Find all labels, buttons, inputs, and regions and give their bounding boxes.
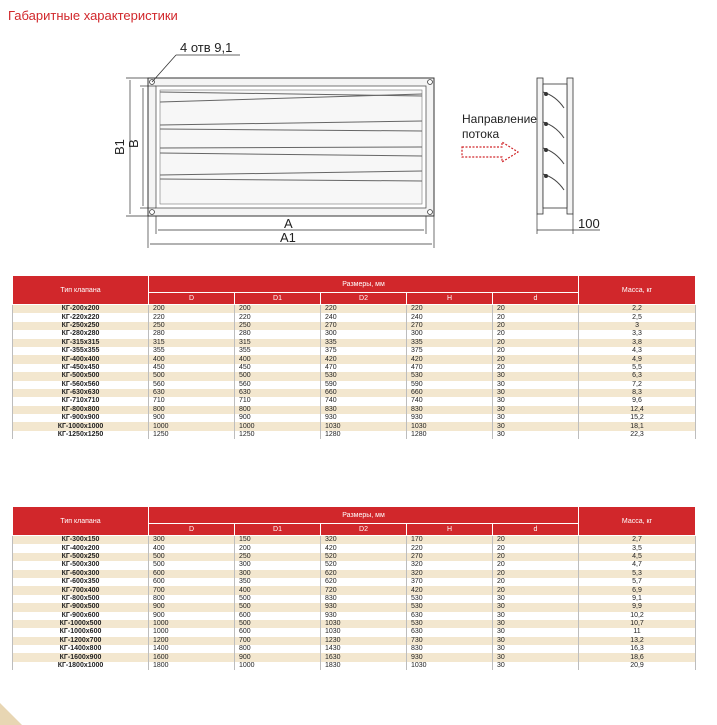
d2-cell: 720 — [321, 586, 407, 594]
d2-cell: 1430 — [321, 645, 407, 653]
table-row — [13, 570, 696, 578]
d1-cell: 300 — [235, 570, 321, 578]
h-cell: 420 — [407, 586, 493, 594]
d2-cell: 1830 — [321, 662, 407, 670]
d-cell: 900 — [149, 414, 235, 422]
table-row — [13, 637, 696, 645]
d1-cell: 200 — [235, 305, 321, 314]
table-row — [13, 578, 696, 586]
type-cell: КГ-700х400 — [13, 586, 149, 594]
h-cell: 740 — [407, 397, 493, 405]
mass-cell: 5,3 — [579, 570, 696, 578]
d2-cell: 320 — [321, 536, 407, 545]
h-cell: 370 — [407, 578, 493, 586]
d1-cell: 710 — [235, 397, 321, 405]
table-row — [13, 347, 696, 355]
table-row — [13, 406, 696, 414]
header-col-d2: D2 — [321, 524, 407, 536]
type-cell: КГ-500х300 — [13, 561, 149, 569]
mass-cell: 15,2 — [579, 414, 696, 422]
d2-cell: 1280 — [321, 431, 407, 439]
dimensions-table-square — [12, 275, 696, 439]
type-cell: КГ-600х300 — [13, 570, 149, 578]
d1-cell: 280 — [235, 330, 321, 338]
d2-cell: 420 — [321, 544, 407, 552]
d2-cell: 420 — [321, 355, 407, 363]
small-d-cell: 20 — [493, 578, 579, 586]
h-cell: 320 — [407, 561, 493, 569]
h-cell: 530 — [407, 620, 493, 628]
flow-arrow-icon — [462, 142, 518, 162]
d-cell: 1200 — [149, 637, 235, 645]
mass-cell: 10,7 — [579, 620, 696, 628]
d2-cell: 1030 — [321, 422, 407, 430]
type-cell: КГ-280х280 — [13, 330, 149, 338]
type-cell: КГ-900х500 — [13, 603, 149, 611]
header-mass: Масса, кг — [579, 507, 696, 536]
small-d-cell: 20 — [493, 322, 579, 330]
d-cell: 630 — [149, 389, 235, 397]
table-row — [13, 330, 696, 338]
dim-b1-label: B1 — [112, 139, 127, 155]
flow-label-line1: Направление — [462, 112, 537, 126]
d1-cell: 200 — [235, 544, 321, 552]
d2-cell: 520 — [321, 553, 407, 561]
h-cell: 270 — [407, 322, 493, 330]
table-row — [13, 414, 696, 422]
d-cell: 1000 — [149, 422, 235, 430]
d2-cell: 1630 — [321, 653, 407, 661]
table-row — [13, 431, 696, 439]
mass-cell: 2,2 — [579, 305, 696, 314]
mass-cell: 3 — [579, 322, 696, 330]
header-col-small-d: d — [493, 293, 579, 305]
flow-label-line2: потока — [462, 127, 500, 141]
d-cell: 900 — [149, 612, 235, 620]
h-cell: 530 — [407, 595, 493, 603]
type-cell: КГ-220х220 — [13, 313, 149, 321]
mass-cell: 9,1 — [579, 595, 696, 603]
dim-b-label: B — [126, 139, 141, 148]
d-cell: 355 — [149, 347, 235, 355]
mass-cell: 10,2 — [579, 612, 696, 620]
small-d-cell: 30 — [493, 595, 579, 603]
mass-cell: 3,8 — [579, 339, 696, 347]
table-row — [13, 381, 696, 389]
d-cell: 500 — [149, 372, 235, 380]
d1-cell: 150 — [235, 536, 321, 545]
d2-cell: 830 — [321, 595, 407, 603]
table-row — [13, 553, 696, 561]
small-d-cell: 30 — [493, 603, 579, 611]
small-d-cell: 20 — [493, 305, 579, 314]
h-cell: 590 — [407, 381, 493, 389]
table-row — [13, 628, 696, 636]
mass-cell: 4,9 — [579, 355, 696, 363]
type-cell: КГ-315х315 — [13, 339, 149, 347]
d-cell: 400 — [149, 544, 235, 552]
header-sizes: Размеры, мм — [149, 276, 579, 293]
table-body — [13, 305, 696, 440]
table-row — [13, 544, 696, 552]
d-cell: 560 — [149, 381, 235, 389]
type-cell: КГ-560х560 — [13, 381, 149, 389]
d-cell: 900 — [149, 603, 235, 611]
mass-cell: 4,5 — [579, 553, 696, 561]
table-row — [13, 620, 696, 628]
small-d-cell: 20 — [493, 586, 579, 594]
small-d-cell: 30 — [493, 389, 579, 397]
h-cell: 470 — [407, 364, 493, 372]
small-d-cell: 20 — [493, 570, 579, 578]
d1-cell: 800 — [235, 406, 321, 414]
h-cell: 830 — [407, 645, 493, 653]
d-cell: 1250 — [149, 431, 235, 439]
header-sizes: Размеры, мм — [149, 507, 579, 524]
type-cell: КГ-300х150 — [13, 536, 149, 545]
header-col-h: H — [407, 293, 493, 305]
d-cell: 400 — [149, 355, 235, 363]
d2-cell: 520 — [321, 561, 407, 569]
mass-cell: 2,7 — [579, 536, 696, 545]
type-cell: КГ-900х900 — [13, 414, 149, 422]
mass-cell: 8,3 — [579, 389, 696, 397]
type-cell: КГ-1200х700 — [13, 637, 149, 645]
type-cell: КГ-1800х1000 — [13, 662, 149, 670]
mass-cell: 3,3 — [579, 330, 696, 338]
h-cell: 930 — [407, 653, 493, 661]
header-col-d: D — [149, 524, 235, 536]
d-cell: 1400 — [149, 645, 235, 653]
table-row — [13, 389, 696, 397]
d1-cell: 220 — [235, 313, 321, 321]
table-row — [13, 536, 696, 545]
h-cell: 1280 — [407, 431, 493, 439]
small-d-cell: 30 — [493, 431, 579, 439]
table-row — [13, 313, 696, 321]
h-cell: 270 — [407, 553, 493, 561]
small-d-cell: 30 — [493, 414, 579, 422]
table-row — [13, 422, 696, 430]
small-d-cell: 30 — [493, 637, 579, 645]
d1-cell: 400 — [235, 355, 321, 363]
damper-drawing — [0, 30, 717, 270]
small-d-cell: 20 — [493, 330, 579, 338]
h-cell: 830 — [407, 406, 493, 414]
table-row — [13, 322, 696, 330]
h-cell: 375 — [407, 347, 493, 355]
mass-cell: 22,3 — [579, 431, 696, 439]
d1-cell: 355 — [235, 347, 321, 355]
small-d-cell: 20 — [493, 313, 579, 321]
dim-a1-label: A1 — [280, 230, 296, 245]
table-row — [13, 355, 696, 363]
h-cell: 660 — [407, 389, 493, 397]
type-cell: КГ-500х250 — [13, 553, 149, 561]
h-cell: 530 — [407, 372, 493, 380]
small-d-cell: 30 — [493, 381, 579, 389]
d-cell: 710 — [149, 397, 235, 405]
mass-cell: 5,5 — [579, 364, 696, 372]
d1-cell: 700 — [235, 637, 321, 645]
d-cell: 800 — [149, 406, 235, 414]
table-row — [13, 372, 696, 380]
d1-cell: 1000 — [235, 422, 321, 430]
d1-cell: 1250 — [235, 431, 321, 439]
small-d-cell: 30 — [493, 620, 579, 628]
mass-cell: 3,5 — [579, 544, 696, 552]
d2-cell: 300 — [321, 330, 407, 338]
d2-cell: 240 — [321, 313, 407, 321]
small-d-cell: 30 — [493, 397, 579, 405]
d2-cell: 830 — [321, 406, 407, 414]
h-cell: 420 — [407, 355, 493, 363]
d1-cell: 500 — [235, 603, 321, 611]
header-col-h: H — [407, 524, 493, 536]
h-cell: 1030 — [407, 422, 493, 430]
d1-cell: 500 — [235, 620, 321, 628]
d1-cell: 800 — [235, 645, 321, 653]
d-cell: 800 — [149, 595, 235, 603]
small-d-cell: 30 — [493, 628, 579, 636]
d1-cell: 400 — [235, 586, 321, 594]
h-cell: 630 — [407, 628, 493, 636]
small-d-cell: 20 — [493, 553, 579, 561]
type-cell: КГ-1000х1000 — [13, 422, 149, 430]
table-row — [13, 561, 696, 569]
small-d-cell: 30 — [493, 406, 579, 414]
holes-label: 4 отв 9,1 — [180, 40, 233, 55]
header-col-d1: D1 — [235, 524, 321, 536]
d1-cell: 250 — [235, 322, 321, 330]
small-d-cell: 20 — [493, 561, 579, 569]
small-d-cell: 30 — [493, 612, 579, 620]
d-cell: 300 — [149, 536, 235, 545]
d-cell: 500 — [149, 553, 235, 561]
d-cell: 200 — [149, 305, 235, 314]
d1-cell: 350 — [235, 578, 321, 586]
h-cell: 220 — [407, 544, 493, 552]
header-col-d2: D2 — [321, 293, 407, 305]
mass-cell: 4,3 — [579, 347, 696, 355]
d2-cell: 930 — [321, 414, 407, 422]
d2-cell: 1030 — [321, 628, 407, 636]
dimensions-table-rectangular — [12, 506, 696, 670]
d1-cell: 600 — [235, 612, 321, 620]
type-cell: КГ-710х710 — [13, 397, 149, 405]
corner-decoration — [0, 703, 22, 725]
small-d-cell: 20 — [493, 364, 579, 372]
d1-cell: 1000 — [235, 662, 321, 670]
d2-cell: 620 — [321, 570, 407, 578]
d2-cell: 470 — [321, 364, 407, 372]
d-cell: 315 — [149, 339, 235, 347]
type-cell: КГ-250х250 — [13, 322, 149, 330]
table-row — [13, 603, 696, 611]
h-cell: 335 — [407, 339, 493, 347]
small-d-cell: 20 — [493, 339, 579, 347]
d-cell: 450 — [149, 364, 235, 372]
type-cell: КГ-1000х500 — [13, 620, 149, 628]
d1-cell: 450 — [235, 364, 321, 372]
small-d-cell: 30 — [493, 645, 579, 653]
type-cell: КГ-1600х900 — [13, 653, 149, 661]
h-cell: 930 — [407, 414, 493, 422]
d2-cell: 270 — [321, 322, 407, 330]
h-cell: 320 — [407, 570, 493, 578]
h-cell: 220 — [407, 305, 493, 314]
table-row — [13, 653, 696, 661]
table-body — [13, 536, 696, 671]
small-d-cell: 30 — [493, 422, 579, 430]
type-cell: КГ-200х200 — [13, 305, 149, 314]
h-cell: 730 — [407, 637, 493, 645]
type-cell: КГ-355х355 — [13, 347, 149, 355]
h-cell: 300 — [407, 330, 493, 338]
d2-cell: 620 — [321, 578, 407, 586]
h-cell: 1030 — [407, 662, 493, 670]
mass-cell: 7,2 — [579, 381, 696, 389]
d-cell: 600 — [149, 570, 235, 578]
d1-cell: 500 — [235, 595, 321, 603]
table-row — [13, 364, 696, 372]
small-d-cell: 30 — [493, 653, 579, 661]
mass-cell: 9,9 — [579, 603, 696, 611]
mass-cell: 11 — [579, 628, 696, 636]
d2-cell: 660 — [321, 389, 407, 397]
d-cell: 1000 — [149, 620, 235, 628]
h-cell: 630 — [407, 612, 493, 620]
type-cell: КГ-1000х600 — [13, 628, 149, 636]
h-cell: 530 — [407, 603, 493, 611]
d-cell: 250 — [149, 322, 235, 330]
d2-cell: 930 — [321, 612, 407, 620]
d1-cell: 250 — [235, 553, 321, 561]
mass-cell: 20,9 — [579, 662, 696, 670]
small-d-cell: 30 — [493, 372, 579, 380]
header-col-d1: D1 — [235, 293, 321, 305]
h-cell: 170 — [407, 536, 493, 545]
d2-cell: 740 — [321, 397, 407, 405]
small-d-cell: 20 — [493, 544, 579, 552]
small-d-cell: 20 — [493, 347, 579, 355]
mass-cell: 9,6 — [579, 397, 696, 405]
mass-cell: 18,1 — [579, 422, 696, 430]
d2-cell: 530 — [321, 372, 407, 380]
header-mass: Масса, кг — [579, 276, 696, 305]
table-row — [13, 595, 696, 603]
h-cell: 240 — [407, 313, 493, 321]
d1-cell: 560 — [235, 381, 321, 389]
d-cell: 1600 — [149, 653, 235, 661]
type-cell: КГ-800х500 — [13, 595, 149, 603]
mass-cell: 18,6 — [579, 653, 696, 661]
mass-cell: 4,7 — [579, 561, 696, 569]
d-cell: 600 — [149, 578, 235, 586]
table-row — [13, 662, 696, 670]
type-cell: КГ-630х630 — [13, 389, 149, 397]
d2-cell: 1030 — [321, 620, 407, 628]
d-cell: 280 — [149, 330, 235, 338]
mass-cell: 6,3 — [579, 372, 696, 380]
header-type: Тип клапана — [13, 276, 149, 305]
table-row — [13, 305, 696, 314]
table-row — [13, 612, 696, 620]
type-cell: КГ-800х800 — [13, 406, 149, 414]
depth-label: 100 — [578, 216, 600, 231]
dim-a-label: A — [284, 216, 293, 231]
mass-cell: 16,3 — [579, 645, 696, 653]
type-cell: КГ-1400х800 — [13, 645, 149, 653]
d-cell: 500 — [149, 561, 235, 569]
d2-cell: 335 — [321, 339, 407, 347]
type-cell: КГ-600х350 — [13, 578, 149, 586]
type-cell: КГ-1250х1250 — [13, 431, 149, 439]
small-d-cell: 30 — [493, 662, 579, 670]
d-cell: 1800 — [149, 662, 235, 670]
mass-cell: 13,2 — [579, 637, 696, 645]
type-cell: КГ-900х600 — [13, 612, 149, 620]
mass-cell: 6,9 — [579, 586, 696, 594]
d1-cell: 500 — [235, 372, 321, 380]
d1-cell: 315 — [235, 339, 321, 347]
table-row — [13, 397, 696, 405]
small-d-cell: 20 — [493, 355, 579, 363]
type-cell: КГ-450х450 — [13, 364, 149, 372]
d1-cell: 900 — [235, 414, 321, 422]
mass-cell: 12,4 — [579, 406, 696, 414]
d2-cell: 220 — [321, 305, 407, 314]
mass-cell: 2,5 — [579, 313, 696, 321]
d2-cell: 590 — [321, 381, 407, 389]
d2-cell: 1230 — [321, 637, 407, 645]
d2-cell: 375 — [321, 347, 407, 355]
mass-cell: 5,7 — [579, 578, 696, 586]
d-cell: 700 — [149, 586, 235, 594]
type-cell: КГ-400х200 — [13, 544, 149, 552]
table-row — [13, 645, 696, 653]
d1-cell: 300 — [235, 561, 321, 569]
d1-cell: 900 — [235, 653, 321, 661]
table-row — [13, 586, 696, 594]
table-row — [13, 339, 696, 347]
header-type: Тип клапана — [13, 507, 149, 536]
d-cell: 1000 — [149, 628, 235, 636]
d-cell: 220 — [149, 313, 235, 321]
type-cell: КГ-400х400 — [13, 355, 149, 363]
page-heading: Габаритные характеристики — [8, 8, 178, 23]
type-cell: КГ-500х500 — [13, 372, 149, 380]
header-col-d: D — [149, 293, 235, 305]
small-d-cell: 20 — [493, 536, 579, 545]
d1-cell: 630 — [235, 389, 321, 397]
d1-cell: 600 — [235, 628, 321, 636]
d2-cell: 930 — [321, 603, 407, 611]
header-col-small-d: d — [493, 524, 579, 536]
